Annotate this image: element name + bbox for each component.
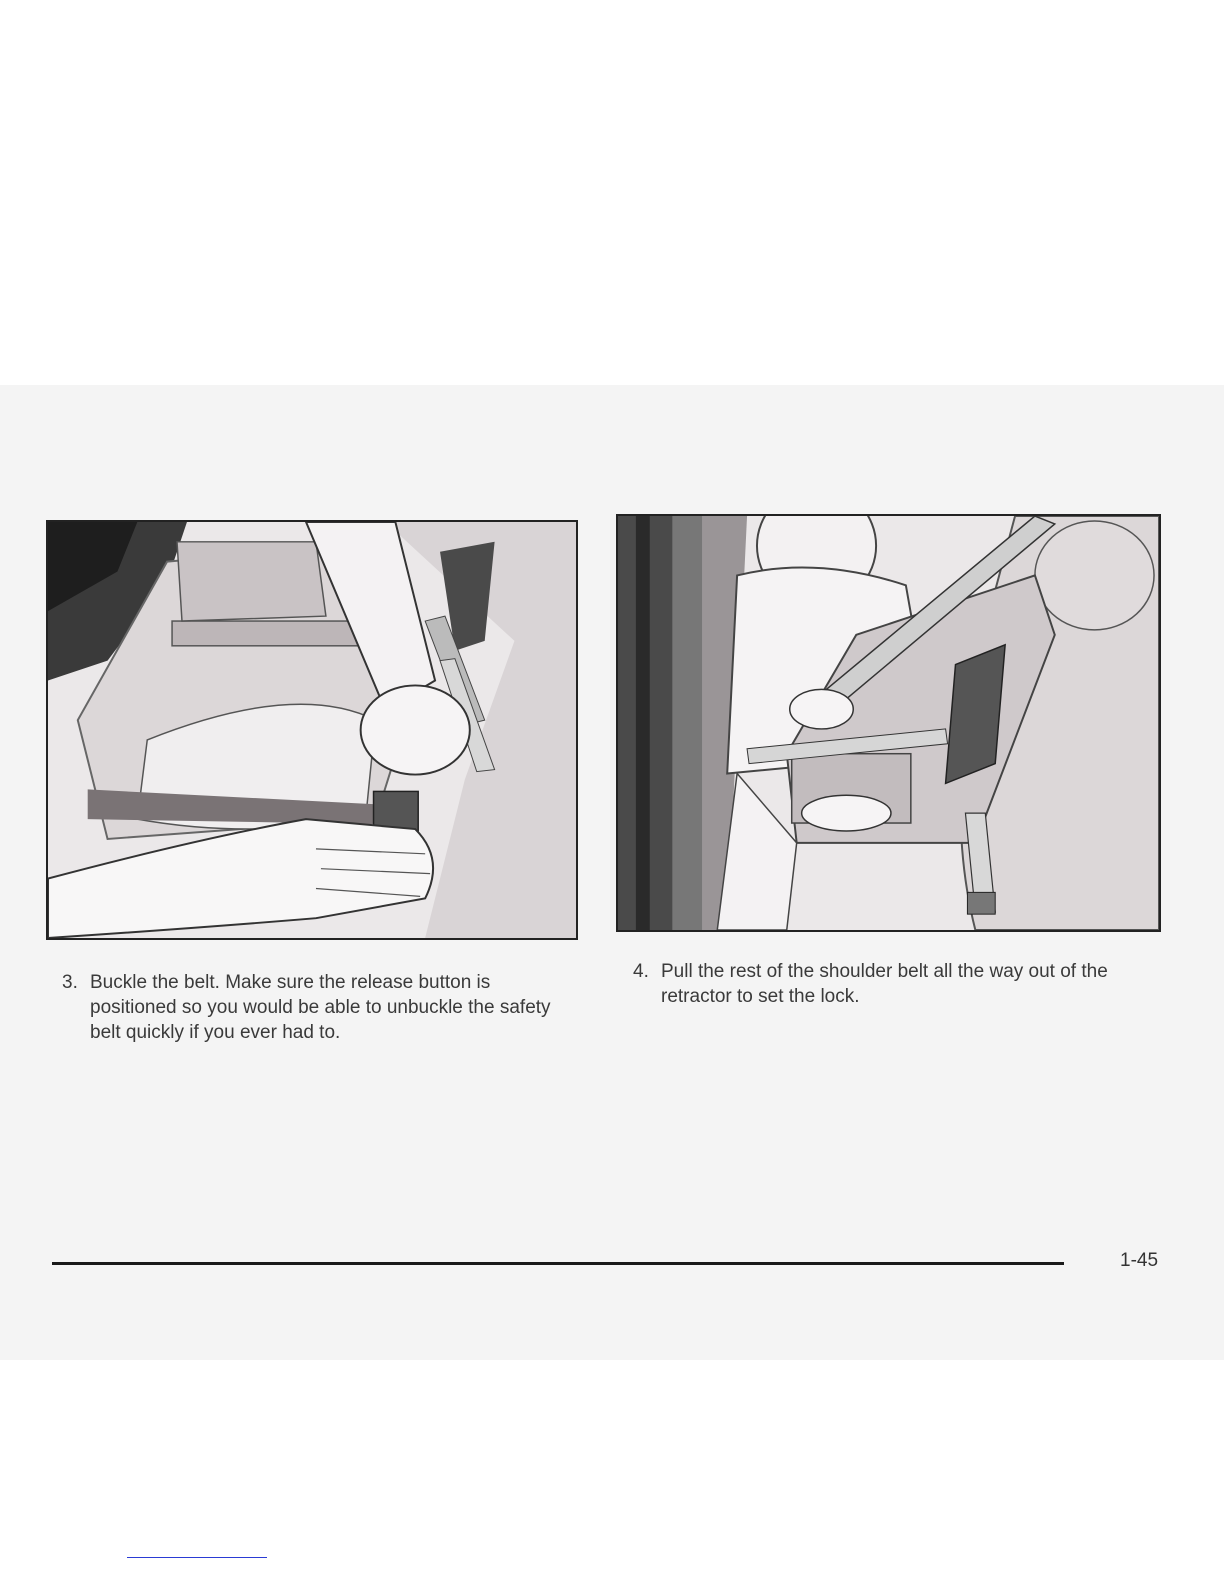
page-number: 1-45 xyxy=(1120,1250,1159,1271)
illustration-pull-shoulder-belt xyxy=(616,514,1161,932)
illustration-buckle-belt xyxy=(46,520,578,940)
step-3-text: Buckle the belt. Make sure the release button is positioned so you would be able to unbuckle the safety belt quickly if you ever had to. xyxy=(90,972,551,1043)
step-3 xyxy=(62,970,562,1050)
bottom-link-underline xyxy=(127,1557,267,1558)
step-3-number: 3. xyxy=(62,972,78,993)
buckle-belt-drawing xyxy=(48,522,576,938)
shoulder-belt-drawing xyxy=(618,516,1159,930)
footer-divider xyxy=(52,1262,1064,1265)
step-4 xyxy=(633,959,1163,1019)
step-4-text: Pull the rest of the shoulder belt all the way out of the retractor to set the lock. xyxy=(661,961,1108,1007)
step-4-number: 4. xyxy=(633,961,649,982)
